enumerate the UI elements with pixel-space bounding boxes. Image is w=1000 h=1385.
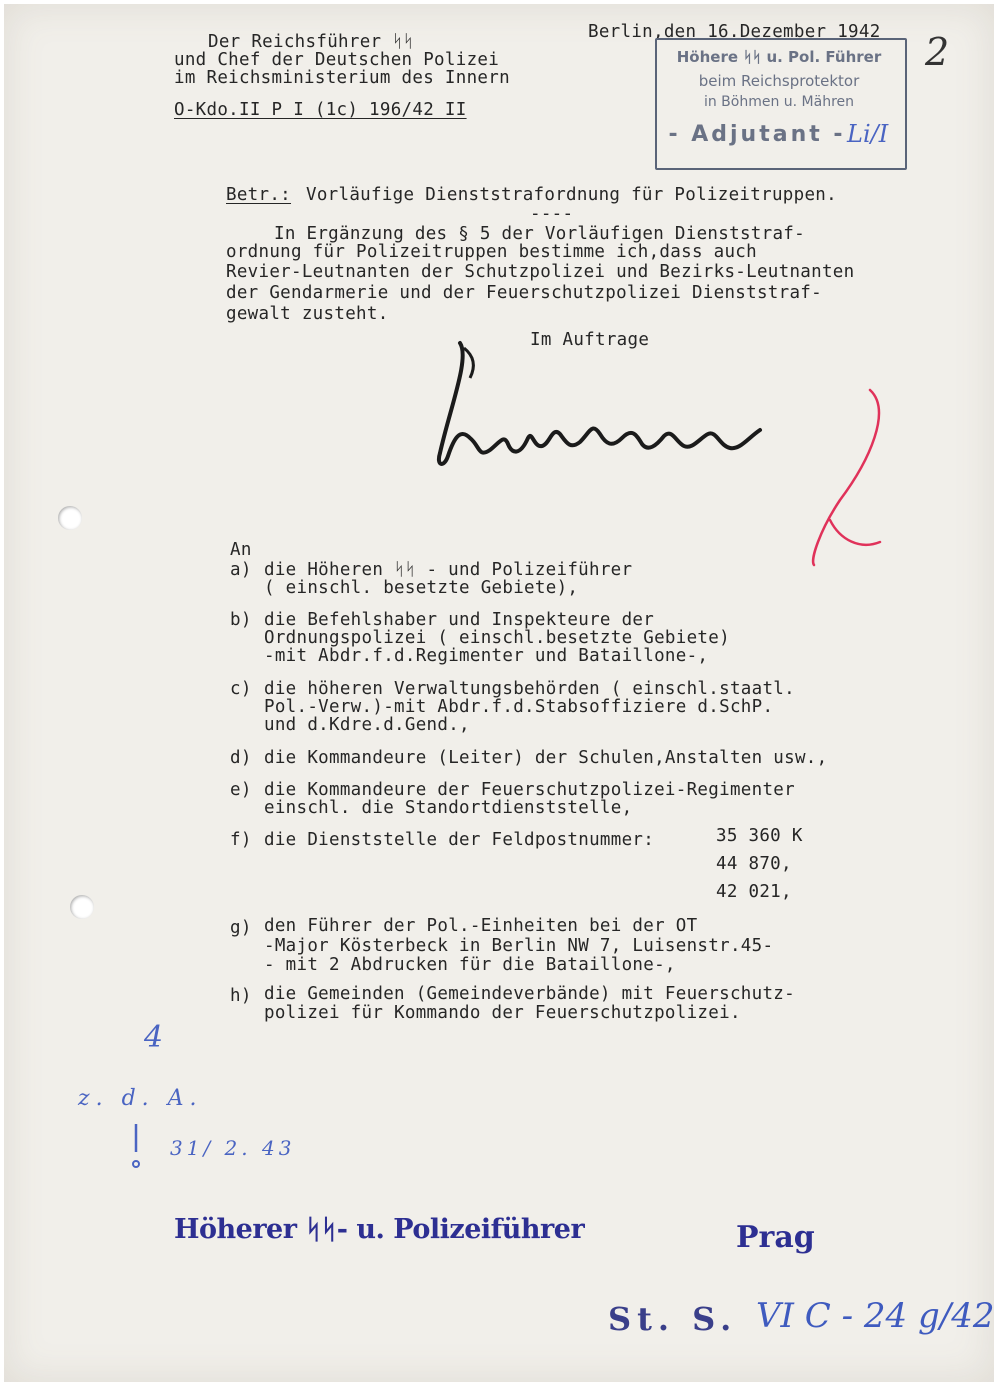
item-f-line-1: die Dienststelle der Feldpostnummer:	[264, 830, 655, 850]
sender-line-3: im Reichsministerium des Innern	[174, 68, 510, 88]
item-b-line-3: -mit Abdr.f.d.Regimenter und Bataillone-,	[264, 646, 709, 666]
item-f-letter: f)	[230, 830, 252, 850]
field-post-number-2: 44 870,	[716, 854, 792, 874]
item-e-line-2: einschl. die Standortdienststelle,	[264, 798, 633, 818]
item-d-letter: d)	[230, 748, 252, 768]
file-prefix-stamp: St. S.	[608, 1300, 738, 1338]
punch-hole-upper	[58, 506, 82, 530]
item-g-line-3: - mit 2 Abdrucken für die Bataillone-,	[264, 955, 676, 975]
item-h-letter: h)	[230, 986, 252, 1006]
reference-number: O-Kdo.II P I (1c) 196/42 II	[174, 100, 467, 120]
item-a-line-2: ( einschl. besetzte Gebiete),	[264, 578, 579, 598]
received-stamp	[655, 38, 907, 170]
distribution-heading: An	[230, 540, 252, 560]
red-pencil-mark	[800, 380, 890, 570]
body-line-3: Revier-Leutnanten der Schutzpolizei und Bezirks-Leutnanten	[226, 262, 855, 282]
item-a-line-1: die Höheren ᛋᛋ - und Polizeiführer	[264, 560, 633, 580]
item-b-line-1: die Befehlshaber und Inspekteure der	[264, 610, 655, 630]
city-stamp: Prag	[736, 1220, 815, 1255]
handwritten-note-1: z. d. A.	[78, 1086, 203, 1111]
field-post-number-1: 35 360 K	[716, 826, 803, 846]
body-line-1: In Ergänzung des § 5 der Vorläufigen Dienststraf-	[274, 224, 805, 244]
item-g-line-2: -Major Kösterbeck in Berlin NW 7, Luisenstr.45-	[264, 936, 774, 956]
sender-line-2: und Chef der Deutschen Polizei	[174, 50, 500, 70]
body-line-2: ordnung für Polizeitruppen bestimme ich,dass auch	[226, 242, 757, 262]
stamp-line-4: - Adjutant -	[668, 122, 846, 147]
item-e-line-1: die Kommandeure der Feuerschutzpolizei-Regimenter	[264, 780, 795, 800]
item-b-letter: b)	[230, 610, 252, 630]
item-a-letter: a)	[230, 560, 252, 580]
item-c-line-2: Pol.-Verw.)-mit Abdr.f.d.Stabsoffiziere d.SchP.	[264, 697, 774, 717]
pencil-exclamation	[126, 1122, 146, 1172]
office-stamp: Höherer ᛋᛋ- u. Polizeiführer	[174, 1214, 585, 1245]
item-c-line-3: und d.Kdre.d.Gend.,	[264, 715, 470, 735]
stamp-initials: Li/I	[847, 120, 889, 148]
page-number: 2	[925, 30, 950, 74]
item-c-letter: c)	[230, 679, 252, 699]
handwritten-note-2: 31/ 2. 43	[170, 1136, 296, 1160]
sender-line-1: Der Reichsführer ᛋᛋ	[208, 32, 414, 52]
handwritten-mark: 4	[144, 1020, 164, 1055]
item-b-line-2: Ordnungspolizei ( einschl.besetzte Gebiete)	[264, 628, 730, 648]
field-post-number-3: 42 021,	[716, 882, 792, 902]
item-e-letter: e)	[230, 780, 252, 800]
subject-text: Vorläufige Dienststrafordnung für Polizeitruppen.	[306, 185, 837, 205]
item-h-line-1: die Gemeinden (Gemeindeverbände) mit Feuerschutz-	[264, 984, 795, 1004]
body-line-5: gewalt zusteht.	[226, 304, 389, 324]
on-behalf: Im Auftrage	[530, 330, 650, 350]
item-d-line-1: die Kommandeure (Leiter) der Schulen,Anstalten usw.,	[264, 748, 828, 768]
signature	[430, 338, 770, 488]
stamp-line-3: in Böhmen u. Mähren	[703, 94, 855, 110]
subject-label: Betr.:	[226, 185, 292, 205]
stamp-line-1: Höhere ᛋᛋ u. Pol. Führer	[676, 48, 882, 66]
place-date: Berlin,den 16.Dezember 1942	[588, 22, 881, 42]
punch-hole-lower	[70, 895, 94, 919]
item-h-line-2: polizei für Kommando der Feuerschutzpolizei.	[264, 1003, 741, 1023]
body-line-4: der Gendarmerie und der Feuerschutzpolizei Dienststraf-	[226, 283, 822, 303]
subject-separator: ----	[530, 204, 574, 224]
stamp-line-2: beim Reichsprotektor	[698, 72, 860, 90]
item-g-line-1: den Führer der Pol.-Einheiten bei der OT	[264, 916, 698, 936]
item-c-line-1: die höheren Verwaltungsbehörden ( einschl.staatl.	[264, 679, 795, 699]
file-number: VI C - 24 g/42	[756, 1296, 995, 1336]
item-g-letter: g)	[230, 918, 252, 938]
